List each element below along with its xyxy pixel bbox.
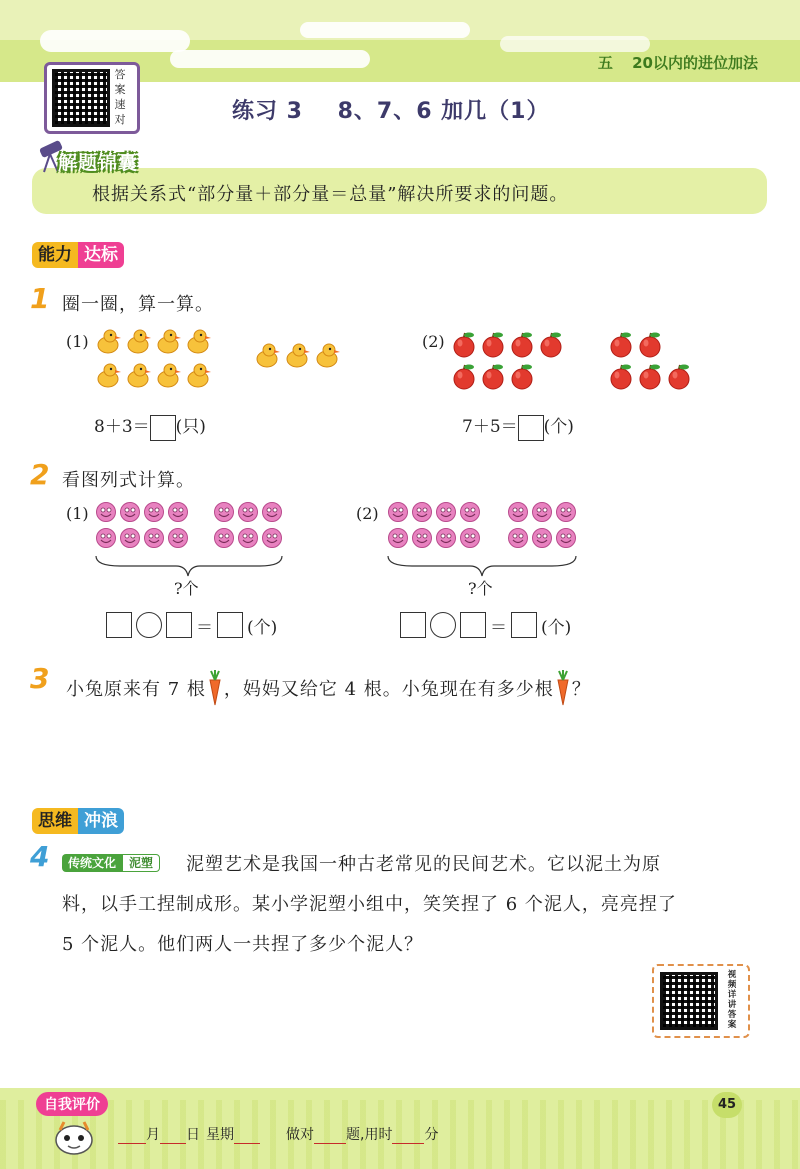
answer-box[interactable]: [400, 612, 426, 638]
answer-box[interactable]: [460, 612, 486, 638]
question-number-2: 2: [30, 458, 50, 491]
question-4-line-2: 料，以手工捏制成形。某小学泥塑小组中，笑笑捏了 6 个泥人，亮亮捏了: [62, 894, 677, 915]
day-label: 日: [186, 1127, 200, 1143]
answer-box[interactable]: [150, 415, 176, 441]
video-qr-char: 案: [727, 1020, 737, 1030]
video-qr-char: 频: [727, 980, 737, 990]
equals-sign: ＝: [490, 617, 507, 638]
correct-label: 做对: [286, 1127, 314, 1143]
questions-time-label: 题,用时: [346, 1127, 393, 1143]
q2-part2-unit: (个): [541, 617, 572, 638]
ability-badge-b: 达标: [78, 242, 124, 268]
weekday-label: 星期: [206, 1127, 234, 1143]
section-name: 20以内的进位加法: [632, 54, 758, 72]
apple-icon: [454, 333, 689, 390]
answer-box[interactable]: [217, 612, 243, 638]
brace: [96, 556, 282, 576]
answer-box[interactable]: [518, 415, 544, 441]
culture-tag-a: 传统文化: [62, 854, 122, 872]
q2-part1-label: (1): [66, 504, 89, 523]
month-label: 月: [146, 1127, 160, 1143]
q2-part2-total: ?个: [468, 579, 493, 598]
tips-text: 根据关系式“部分量＋部分量＝总量”解决所要求的问题。: [92, 184, 569, 205]
q1-part1-label: (1): [66, 332, 89, 351]
q2-part1-unit: (个): [247, 617, 278, 638]
qr-label-char: 速: [114, 98, 126, 111]
footer-record: [118, 1124, 438, 1144]
video-qr-char: 讲: [727, 1000, 737, 1010]
thinking-badge-b: 冲浪: [78, 808, 124, 834]
day-blank[interactable]: [160, 1127, 186, 1144]
q1-part1-equation: [94, 412, 206, 441]
q1-part2-label: (2): [422, 332, 445, 351]
question-1-text: 圈一圈，算一算。: [62, 294, 214, 315]
q1-part2-expression: 7＋5＝: [462, 417, 518, 437]
video-qr-label: [720, 970, 744, 1030]
q2-part2-label: (2): [356, 504, 379, 523]
equals-sign: ＝: [196, 617, 213, 638]
answer-box[interactable]: [106, 612, 132, 638]
answer-box[interactable]: [166, 612, 192, 638]
q2-part2-equation: [400, 612, 571, 638]
culture-tag-b: 泥塑: [122, 854, 160, 872]
q3-text-part: 小兔原来有 7 根: [66, 679, 206, 700]
q2-illustrations: [0, 490, 800, 580]
question-number-1: 1: [30, 282, 50, 315]
tips-label: 解题锦囊: [58, 152, 139, 174]
qr-label-char: 对: [114, 113, 126, 126]
thinking-badge: [32, 806, 124, 831]
operator-circle[interactable]: [136, 612, 162, 638]
q1-part1-expression: 8＋3＝: [94, 417, 150, 437]
brace: [388, 556, 576, 576]
question-number-3: 3: [30, 662, 50, 695]
question-number-4: 4: [30, 840, 50, 873]
answer-box[interactable]: [511, 612, 537, 638]
qr-label-char: 答: [114, 68, 126, 81]
video-qr-code[interactable]: [660, 972, 718, 1030]
lesson-title: 练习 3 8、7、6 加几（1）: [232, 99, 550, 124]
q3-text-part: ，妈妈又给它 4 根。小兔现在有多少根: [223, 679, 554, 700]
q1-illustrations: [0, 0, 800, 420]
q2-part1-equation: [106, 612, 277, 638]
time-blank[interactable]: [392, 1127, 424, 1144]
operator-circle[interactable]: [430, 612, 456, 638]
section-number: 五: [597, 54, 613, 72]
q1-part2-unit: (个): [543, 417, 574, 437]
q1-part1-unit: (只): [175, 417, 206, 437]
question-4-line-3: 5 个泥人。他们两人一共捏了多少个泥人？: [62, 934, 424, 955]
minutes-label: 分: [424, 1127, 439, 1143]
duck-icon: [98, 330, 340, 387]
weekday-blank[interactable]: [234, 1127, 260, 1144]
ability-badge-a: 能力: [32, 242, 78, 268]
mascot-icon: [52, 1116, 96, 1156]
question-3-text: [66, 670, 591, 706]
smiley-icon: [97, 503, 576, 548]
qr-label-char: 案: [114, 83, 126, 96]
page-number: 45: [712, 1092, 742, 1118]
question-2-text: 看图列式计算。: [62, 470, 195, 491]
self-eval-label: 自我评价: [36, 1092, 108, 1116]
question-4-line-1: 泥塑艺术是我国一种古老常见的民间艺术。它以泥土为原: [186, 854, 661, 875]
q2-part1-total: ?个: [174, 579, 199, 598]
month-blank[interactable]: [118, 1127, 146, 1144]
q3-text-part: ？: [571, 679, 591, 700]
video-qr-panel[interactable]: [652, 964, 750, 1038]
carrot-icon: [206, 670, 224, 706]
thinking-badge-a: 思维: [32, 808, 78, 834]
video-qr-char: 详: [727, 990, 737, 1000]
correct-blank[interactable]: [314, 1127, 346, 1144]
culture-tag: [62, 852, 160, 871]
video-qr-char: 答: [727, 1010, 737, 1020]
carrot-icon: [554, 670, 572, 706]
q1-part2-equation: [462, 412, 574, 441]
video-qr-char: 视: [727, 970, 737, 980]
